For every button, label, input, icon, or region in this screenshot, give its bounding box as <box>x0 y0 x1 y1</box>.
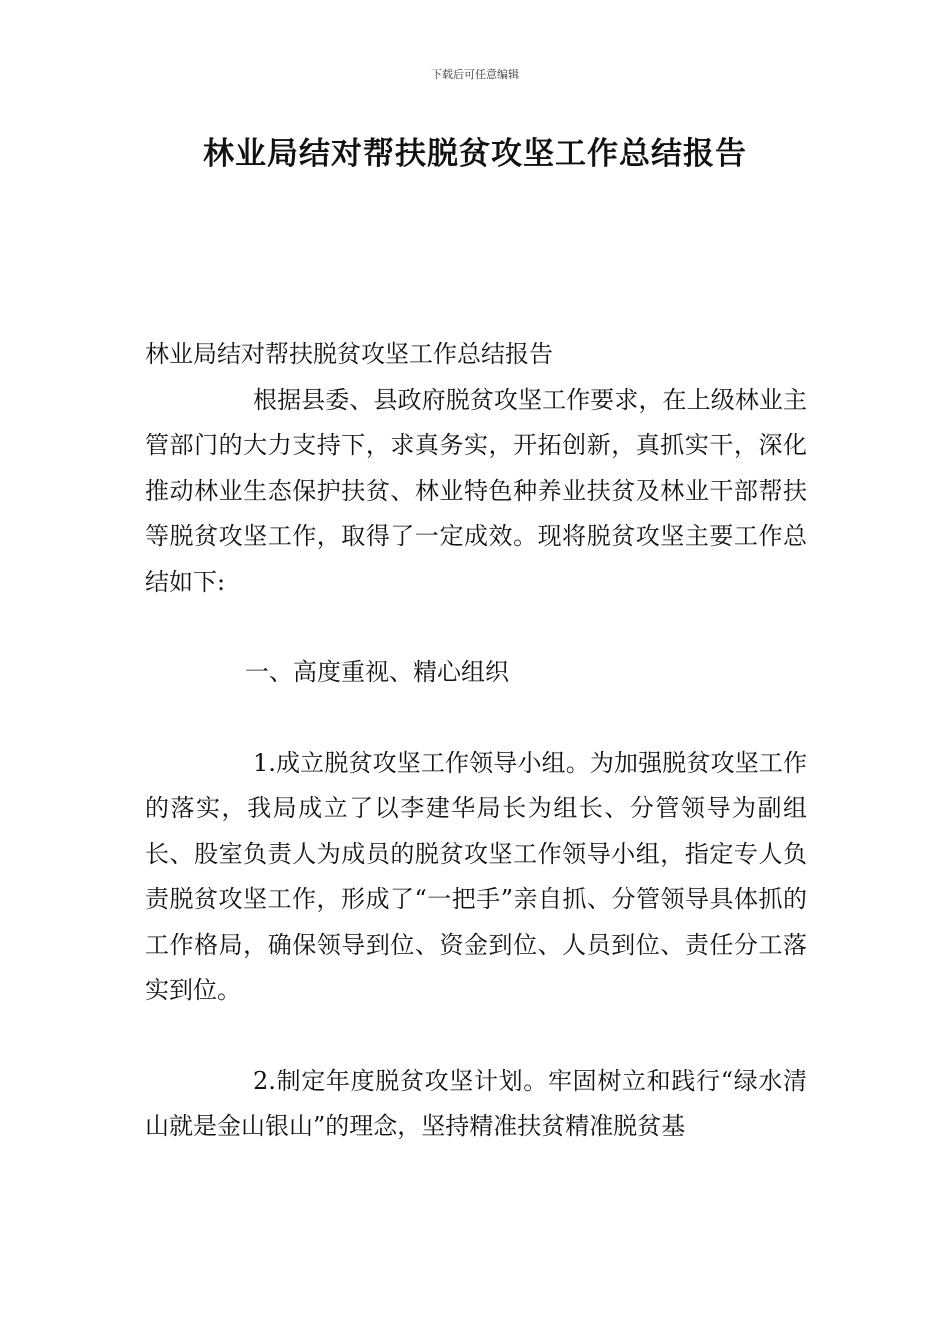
document-title: 林业局结对帮扶脱贫攻坚工作总结报告 <box>203 136 747 172</box>
paragraph-intro: 根据县委、县政府脱贫攻坚工作要求，在上级林业主管部门的大力支持下，求真务实，开拓创新，真抓实干，深化推动林业生态保护扶贫、林业特色种养业扶贫及林业干部帮扶等脱贫攻坚工作，取得了一定成效。现将脱贫攻坚主要工作总结如下: <box>145 385 807 596</box>
document-subtitle: 林业局结对帮扶脱贫攻坚工作总结报告 <box>145 340 553 368</box>
section-heading-1: 一、高度重视、精心组织 <box>245 658 509 686</box>
header-note: 下载后可任意编辑 <box>431 68 519 81</box>
document-body <box>145 332 807 1150</box>
paragraph-item-2: 2.制定年度脱贫攻坚计划。牢固树立和践行“绿水清山就是金山银山”的理念，坚持精准扶贫精准脱贫基 <box>145 1066 807 1140</box>
paragraph-item-1: 1.成立脱贫攻坚工作领导小组。为加强脱贫攻坚工作的落实，我局成立了以李建华局长为组长、分管领导为副组长、股室负责人为成员的脱贫攻坚工作领导小组，指定专人负责脱贫攻坚工作，形成了“一把手”亲自抓、分管领导具体抓的工作格局，确保领导到位、资金到位、人员到位、责任分工落实到位。 <box>145 748 807 1004</box>
